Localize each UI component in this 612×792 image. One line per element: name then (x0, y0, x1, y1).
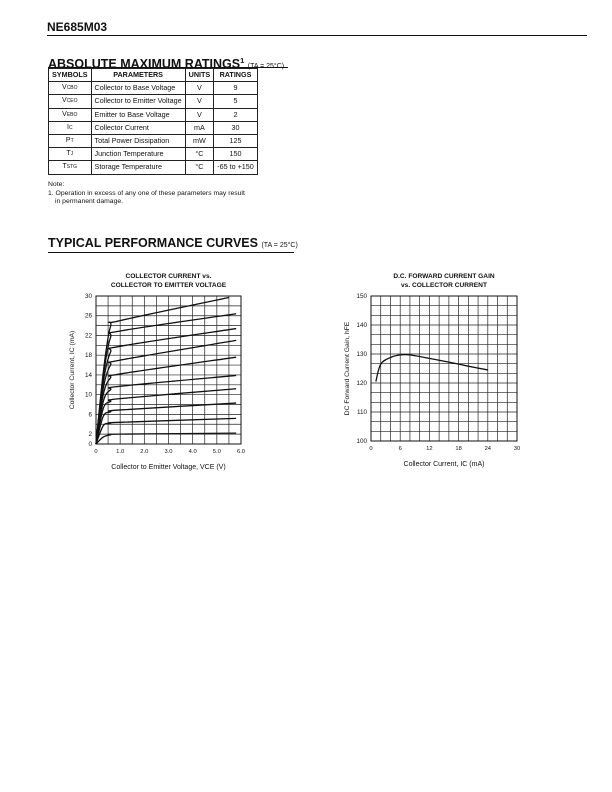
note-line-2: in permanent damage. (55, 198, 124, 205)
parameter-cell: Emitter to Base Voltage (91, 108, 185, 121)
ic-vce-curve-1 (96, 433, 236, 444)
parameter-cell: Storage Temperature (91, 161, 185, 174)
rating-cell: 150 (214, 148, 258, 161)
ic-vce-title-line2: COLLECTOR TO EMITTER VOLTAGE (110, 282, 227, 289)
hfe-ic-x-tick-label: 12 (426, 446, 433, 452)
ic-vce-y-tick-label: 26 (84, 312, 92, 320)
ic-vce-x-tick-label: 6.0 (236, 449, 246, 455)
hfe-ic-x-tick-label: 6 (398, 446, 402, 452)
rating-cell: 5 (214, 95, 258, 108)
hfe-ic-y-tick-label: 140 (356, 322, 367, 329)
hfe-ic-y-tick-label: 100 (356, 438, 367, 445)
ic-vce-curve-4 (96, 389, 236, 444)
unit-cell: mA (185, 121, 214, 134)
column-header: SYMBOLS (49, 69, 92, 82)
ratings-title-text: ABSOLUTE MAXIMUM RATINGS (48, 57, 241, 72)
hfe-ic-plot-frame (371, 296, 517, 441)
hfe-ic-y-tick-label: 130 (356, 351, 367, 358)
hfe-ic-x-axis-label: Collector Current, IC (mA) (403, 461, 485, 468)
ic-vce-x-tick-label: 4.0 (188, 449, 197, 455)
symbol-subscript: CBO (66, 85, 78, 92)
curves-title-text: TYPICAL PERFORMANCE CURVES (48, 236, 258, 250)
ic-vce-y-tick-label: 0 (88, 441, 92, 448)
column-header: UNITS (185, 69, 214, 82)
curves-condition: (TA = 25°C) (261, 242, 298, 249)
symbol-subscript: CEO (66, 98, 78, 105)
ratings-title-footnote: 1 (240, 56, 245, 65)
column-header: RATINGS (214, 69, 258, 82)
symbol-letter: V (62, 84, 67, 92)
symbol-subscript: C (68, 124, 73, 131)
symbol-letter: T (62, 163, 67, 171)
ic-vce-y-tick-label: 30 (84, 293, 92, 300)
hfe-ic-x-tick-label: 0 (369, 446, 373, 452)
symbol-subscript: T (70, 138, 74, 145)
ic-vce-curve-7 (96, 340, 236, 444)
unit-cell: mW (185, 135, 214, 148)
hfe-ic-x-tick-label: 24 (484, 446, 492, 452)
hfe-ic-y-axis-label: DC Forward Current Gain, hFE (344, 321, 351, 416)
ratings-condition: (TA = 25°C) (247, 63, 285, 71)
ic-vce-x-tick-label: 3.0 (164, 449, 173, 455)
rating-cell: 30 (214, 121, 258, 134)
ic-vce-y-tick-label: 10 (84, 391, 92, 399)
hfe-ic-x-tick-label: 18 (455, 446, 462, 452)
ic-vce-x-tick-label: 1.0 (116, 449, 125, 455)
note-label: Note: (48, 181, 65, 188)
symbol-letter: V (62, 97, 67, 105)
ic-vce-title-line1: COLLECTOR CURRENT vs. (125, 273, 212, 280)
symbol-letter: T (66, 150, 71, 158)
column-header: PARAMETERS (91, 69, 185, 82)
note-line-1: 1. Operation in excess of any one of these parameters may result (48, 189, 245, 197)
ic-vce-y-tick-label: 6 (88, 411, 92, 419)
ic-vce-x-tick-label: 2.0 (140, 449, 149, 455)
unit-cell: °C (185, 161, 214, 174)
parameter-cell: Collector to Base Voltage (91, 82, 185, 95)
ic-vce-x-tick-label: 5.0 (212, 449, 221, 455)
symbol-subscript: J (70, 151, 74, 158)
ic-vce-curve-2 (96, 418, 236, 444)
unit-cell: V (185, 95, 214, 108)
ic-vce-y-tick-label: 22 (84, 332, 92, 340)
rating-cell: 9 (214, 82, 258, 95)
hfe-ic-y-tick-label: 110 (356, 409, 367, 416)
ic-vce-y-tick-label: 2 (88, 431, 92, 439)
unit-cell: °C (185, 148, 214, 161)
hfe-ic-y-tick-label: 120 (356, 380, 367, 387)
parameter-cell: Collector Current (91, 121, 185, 134)
symbol-letter: V (62, 110, 67, 118)
hfe-ic-title-line1: D.C. FORWARD CURRENT GAIN (393, 273, 495, 280)
parameter-cell: Total Power Dissipation (91, 135, 185, 148)
part-number-header: NE685M03 (47, 20, 108, 34)
hfe-ic-title-line2: vs. COLLECTOR CURRENT (401, 282, 487, 289)
hfe-ic-x-tick-label: 30 (513, 446, 521, 452)
ic-vce-y-tick-label: 14 (84, 371, 92, 379)
rating-cell: 2 (214, 108, 258, 121)
ic-vce-y-axis-label: Collector Current, IC (mA) (69, 330, 76, 410)
rating-cell: 125 (214, 135, 258, 148)
symbol-letter: P (65, 137, 71, 145)
parameter-cell: Junction Temperature (91, 148, 185, 161)
symbol-subscript: EBO (66, 111, 78, 118)
ic-vce-y-tick-label: 18 (84, 352, 92, 360)
hfe-ic-curve-1 (376, 354, 488, 381)
symbol-letter: I (66, 123, 69, 131)
rating-cell: -65 to +150 (214, 161, 258, 174)
hfe-ic-y-tick-label: 150 (356, 293, 367, 300)
parameter-cell: Collector to Emitter Voltage (91, 95, 185, 108)
ic-vce-curve-3 (96, 403, 236, 444)
ic-vce-x-axis-label: Collector to Emitter Voltage, VCE (V) (111, 464, 226, 471)
unit-cell: V (185, 108, 214, 121)
ic-vce-x-tick-label: 0 (94, 449, 98, 455)
ic-vce-curve-6 (96, 357, 236, 444)
symbol-subscript: STG (66, 164, 78, 171)
unit-cell: V (185, 82, 214, 95)
